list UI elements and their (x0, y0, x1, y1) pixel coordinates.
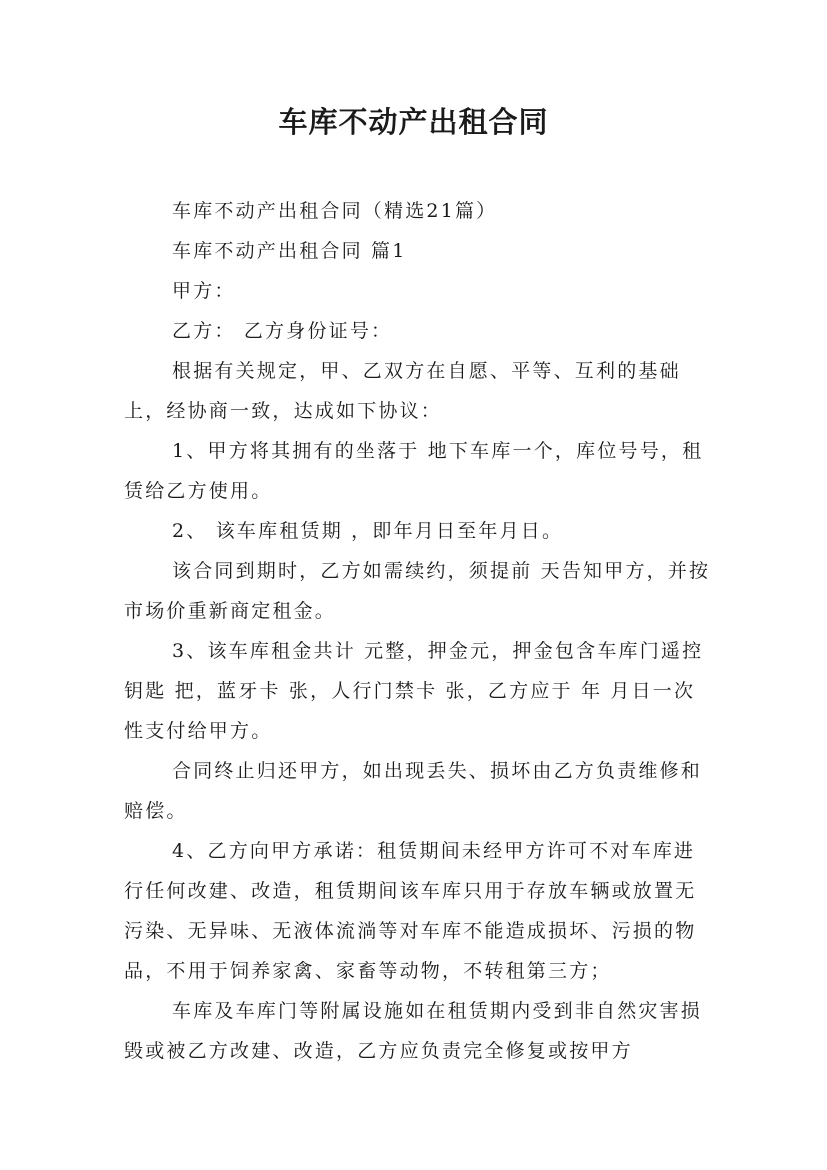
paragraph-section-heading: 车库不动产出租合同 篇1 (172, 240, 407, 262)
paragraph-preamble: 根据有关规定，甲、乙双方在自愿、平等、互利的基础上，经协商一致，达成如下协议： (124, 360, 681, 422)
document-body (124, 191, 714, 1071)
paragraph-return: 合同终止归还甲方，如出现丢失、损坏由乙方负责维修和赔偿。 (124, 760, 703, 822)
paragraph-party-a: 甲方： (172, 280, 236, 302)
paragraph-clause-2: 2、 该车库租赁期 ，即年月日至年月日。 (172, 520, 564, 542)
paragraph-damage: 车库及车库门等附属设施如在租赁期内受到非自然灾害损毁或被乙方改建、改造，乙方应负责完全修复或按甲方 (124, 1000, 703, 1062)
paragraph-clause-3: 3、该车库租金共计 元整，押金元，押金包含车库门遥控钥匙 把，蓝牙卡 张，人行门禁卡 张，乙方应于 年 月日一次性支付给甲方。 (124, 640, 704, 742)
paragraph-clause-4: 4、乙方向甲方承诺：租赁期间未经甲方许可不对车库进行任何改建、改造，租赁期间该车库只用于存放车辆或放置无污染、无异味、无液体流淌等对车库不能造成损坏、污损的物品，不用于饲养家禽、家畜等动物，不转租第三方； (124, 840, 697, 982)
paragraph-party-b: 乙方： 乙方身份证号： (172, 320, 393, 342)
document-title: 车库不动产出租合同 (278, 105, 549, 139)
paragraph-clause-1: 1、甲方将其拥有的坐落于 地下车库一个，库位号号，租赁给乙方使用。 (124, 440, 704, 502)
paragraph-subtitle: 车库不动产出租合同（精选21篇） (172, 200, 498, 222)
paragraph-renewal: 该合同到期时，乙方如需续约，须提前 天告知甲方，并按市场价重新商定租金。 (124, 560, 711, 622)
